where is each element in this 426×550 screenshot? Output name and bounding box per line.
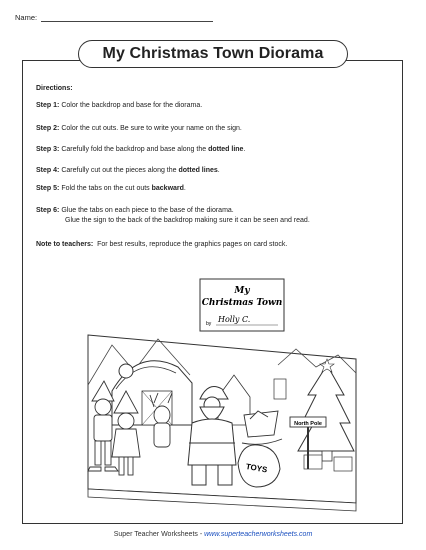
name-line[interactable]	[41, 13, 213, 22]
note-label: Note to teachers:	[36, 241, 94, 248]
step-label: Step 1:	[36, 102, 60, 109]
step-1: Step 1: Color the backdrop and base for the diorama.	[36, 102, 203, 109]
step-label: Step 4:	[36, 167, 60, 174]
step-label: Step 3:	[36, 146, 60, 153]
toys-label: TOYS	[245, 461, 269, 475]
name-label: Name:	[15, 13, 38, 22]
page-title: My Christmas Town Diorama	[78, 40, 348, 68]
step-2: Step 2: Color the cut outs. Be sure to write your name on the sign.	[36, 125, 242, 132]
footer-site: Super Teacher Worksheets -	[113, 531, 205, 538]
name-sign	[200, 279, 284, 331]
sign-by-label: by	[206, 321, 212, 327]
sign-author: Holly C.	[218, 315, 251, 324]
footer	[0, 531, 426, 538]
step-label: Step 6:	[36, 207, 60, 214]
footer-url[interactable]: www.superteacherworksheets.com	[204, 531, 313, 538]
north-pole-label: North Pole	[294, 421, 322, 427]
toy-sack	[238, 445, 280, 487]
step-3: Step 3: Carefully fold the backdrop and base along the dotted line.	[36, 146, 246, 153]
step-label: Step 2:	[36, 125, 60, 132]
step-label: Step 5:	[36, 185, 60, 192]
teacher-note: Note to teachers: For best results, reproduce the graphics pages on card stock.	[36, 241, 288, 248]
sign-line-1: My	[234, 286, 250, 296]
step-4: Step 4: Carefully cut out the pieces along the dotted lines.	[36, 167, 220, 174]
diorama-base	[88, 489, 356, 511]
diorama-illustration	[82, 275, 362, 515]
name-field-row	[15, 13, 213, 22]
step-5: Step 5: Fold the tabs on the cut outs backward.	[36, 185, 186, 192]
sign-line-2: Christmas Town	[201, 298, 283, 308]
step-6: Step 6: Glue the tabs on each piece to the base of the diorama. Glue the sign to the back of the backdrop making sure it can be seen and read.	[36, 207, 310, 224]
directions-heading: Directions:	[36, 85, 73, 92]
sleigh	[242, 411, 282, 444]
